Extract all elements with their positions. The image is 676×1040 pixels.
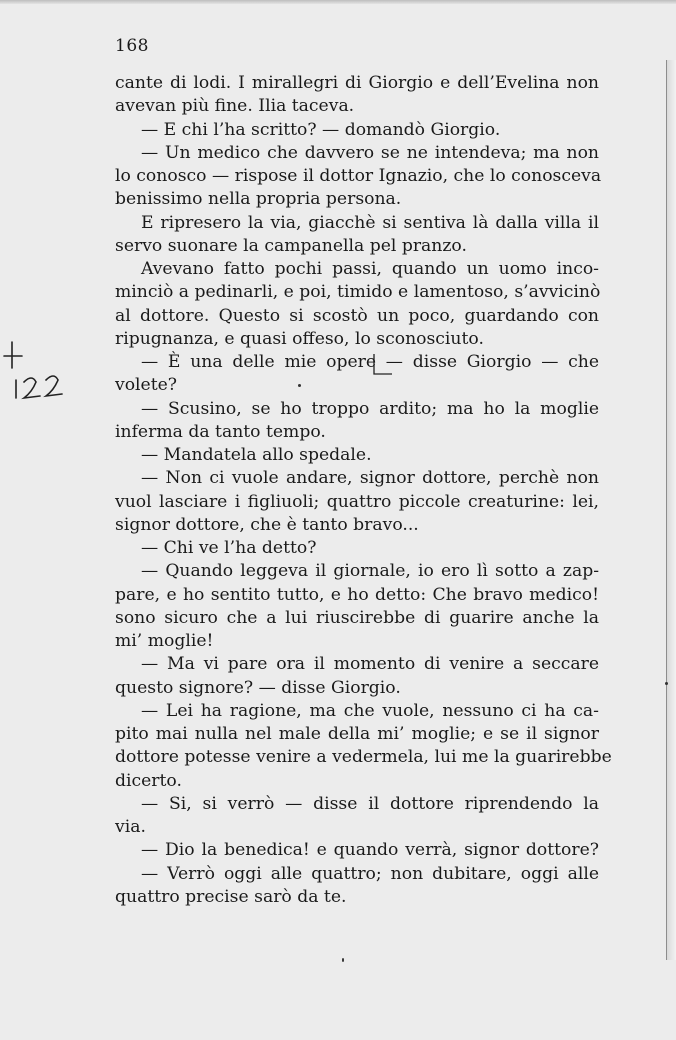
text-line: minciò a pedinarli, e poi, timido e lamentoso, s’avvicinò bbox=[115, 282, 601, 303]
text-line: — Dio la benedica! e quando verrà, signor dottore? bbox=[141, 840, 599, 861]
text-line: servo suonare la campanella pel pranzo. bbox=[115, 235, 467, 256]
text-line: sono sicuro che a lui riuscirebbe di guarire anche la bbox=[115, 607, 599, 628]
text-line: signor dottore, che è tanto bravo... bbox=[115, 514, 419, 535]
text-line: — Chi ve l’ha detto? bbox=[141, 538, 317, 558]
text-line: — Non ci vuole andare, signor dottore, perchè non bbox=[141, 468, 599, 489]
text-line: lo conosco — rispose il dottor Ignazio, che lo conosceva bbox=[115, 166, 602, 186]
text-line: — Un medico che davvero se ne intendeva; ma non bbox=[141, 142, 599, 163]
text-line: al dottore. Questo si scostò un poco, guardando con bbox=[115, 305, 599, 326]
text-line: via. bbox=[115, 817, 146, 837]
text-line: — Scusino, se ho troppo ardito; ma ho la moglie bbox=[141, 398, 599, 419]
text-line: — Verrò oggi alle quattro; non dubitare, oggi alle bbox=[141, 863, 599, 884]
text-line: pito mai nulla nel male della mi’ moglie; e se il signor bbox=[115, 724, 599, 744]
text-line: ripugnanza, e quasi offeso, lo sconosciuto. bbox=[115, 328, 484, 349]
text-line: questo signore? — disse Giorgio. bbox=[115, 677, 401, 698]
text-line: E ripresero la via, giacchè si sentiva là dalla villa il bbox=[141, 212, 599, 233]
text-line: vuol lasciare i figliuoli; quattro piccole creaturine: lei, bbox=[115, 491, 599, 512]
text-line: avevan più fine. Ilia taceva. bbox=[115, 96, 355, 117]
text-line: pare, e ho sentito tutto, e ho detto: Che bravo medico! bbox=[115, 584, 599, 605]
text-line: — È una delle mie opere — disse Giorgio — che bbox=[141, 352, 599, 372]
page-number: 168 bbox=[115, 36, 149, 56]
text-line: inferma da tanto tempo. bbox=[115, 421, 326, 442]
margin-bracket-icon bbox=[2, 340, 92, 410]
text-line: dicerto. bbox=[115, 770, 182, 791]
page-right-edge bbox=[666, 60, 676, 960]
page-top-edge bbox=[0, 0, 676, 4]
text-line: — Ma vi pare ora il momento di venire a seccare bbox=[141, 654, 599, 675]
text-line: — E chi l’ha scritto? — domandò Giorgio. bbox=[141, 119, 501, 140]
text-line: — Lei ha ragione, ma che vuole, nessuno ci ha ca- bbox=[141, 700, 599, 721]
text-line: — Si, si verrò — disse il dottore riprendendo la bbox=[141, 793, 599, 814]
text-line: cante di lodi. I mirallegri di Giorgio e dell’Evelina non bbox=[115, 73, 599, 93]
ink-speck bbox=[342, 958, 344, 962]
page-text-body bbox=[115, 72, 612, 909]
text-line: quattro precise sarò da te. bbox=[115, 886, 347, 907]
text-line: volete? bbox=[115, 375, 178, 396]
text-line: mi’ moglie! bbox=[115, 631, 214, 651]
text-line: dottore potesse venire a vedermela, lui me la guarirebbe bbox=[115, 747, 612, 768]
ink-speck bbox=[665, 682, 668, 685]
text-line: — Mandatela allo spedale. bbox=[141, 445, 372, 465]
text-line: Avevano fatto pochi passi, quando un uomo inco- bbox=[141, 259, 599, 279]
text-line: benissimo nella propria persona. bbox=[115, 189, 402, 210]
handwritten-margin-note bbox=[2, 340, 92, 410]
text-line: — Quando leggeva il giornale, io ero lì sotto a zap- bbox=[141, 561, 599, 582]
